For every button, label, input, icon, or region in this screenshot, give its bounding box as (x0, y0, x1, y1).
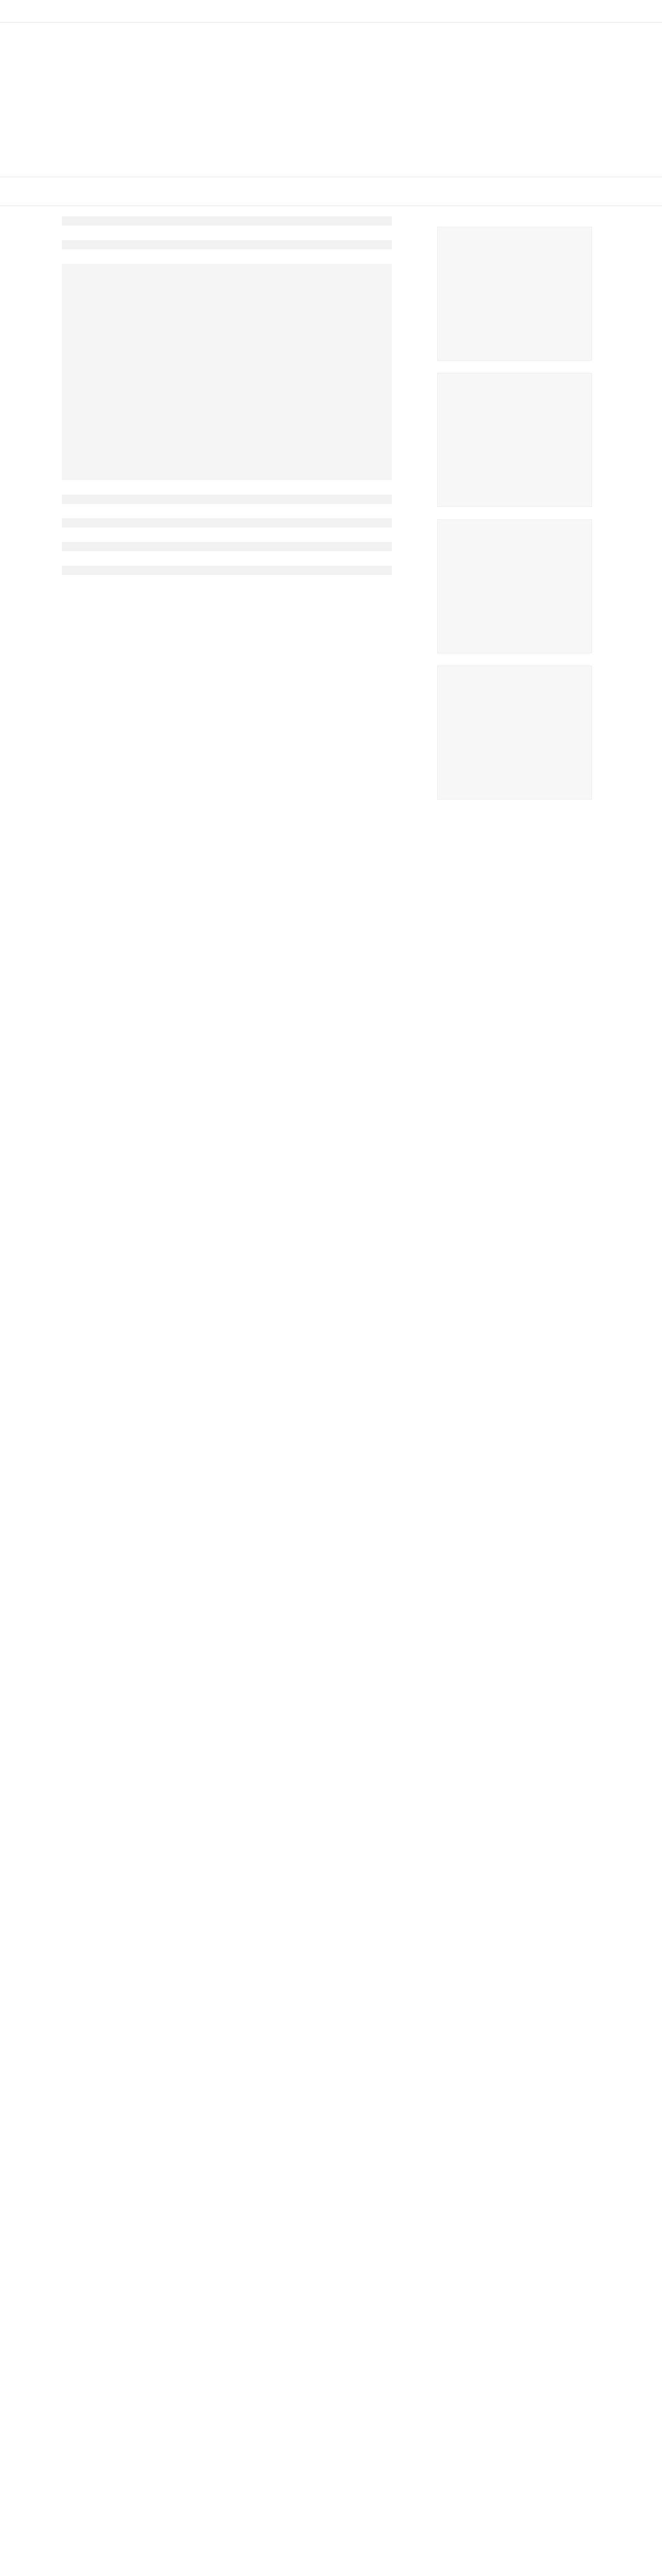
content-placeholder (62, 518, 392, 528)
blog-navigation (0, 177, 662, 206)
content-placeholder (62, 240, 392, 249)
content-placeholder (62, 495, 392, 504)
content-placeholder (62, 566, 392, 575)
article-column (62, 216, 392, 2576)
sidebar-section-placeholder (437, 519, 592, 653)
content-placeholder (62, 216, 392, 226)
content-placeholder (62, 542, 392, 551)
sidebar (437, 227, 592, 1360)
sidebar-section-placeholder (437, 373, 592, 507)
image-placeholder (62, 264, 392, 480)
blog-header (0, 23, 662, 177)
sidebar-section-placeholder (437, 227, 592, 361)
global-header (0, 0, 662, 23)
sidebar-section-placeholder (437, 666, 592, 800)
